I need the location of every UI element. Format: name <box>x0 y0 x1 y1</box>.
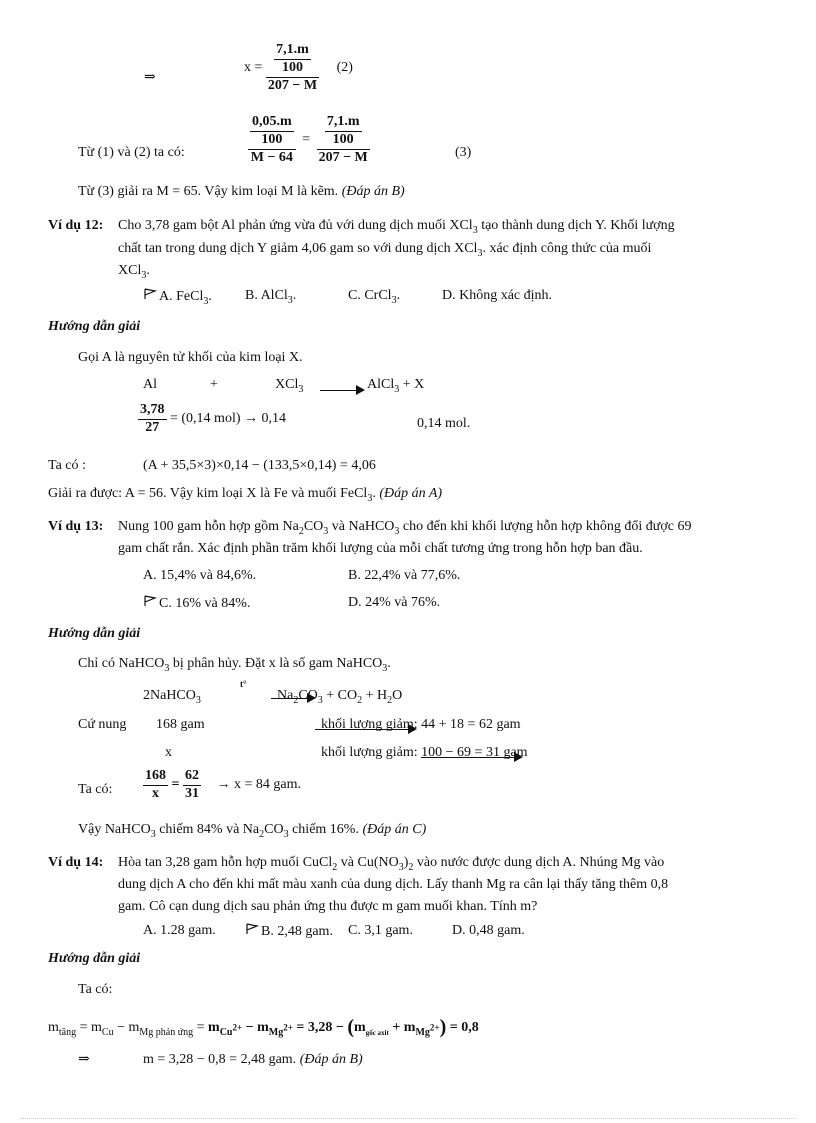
t: B. 2,48 gam. <box>261 924 333 939</box>
t: + X <box>399 377 425 392</box>
t: 2 <box>293 694 299 706</box>
t: cho đến khi khối lượng hỗn hợp không đổi được 69 <box>399 519 692 534</box>
example-13-label: Ví dụ 13: <box>48 519 104 534</box>
t: x <box>152 785 159 801</box>
ex13-conclusion <box>78 822 426 841</box>
x-result: khối lượng giảm: 100 − 69 = 31 gam <box>321 745 528 760</box>
cn-result: khối lượng giảm: 44 + 18 = 62 gam <box>321 717 521 732</box>
t: + m <box>388 1020 416 1035</box>
t: 2 <box>357 694 363 706</box>
answer-label: (Đáp án B) <box>299 1052 363 1067</box>
t: tạo thành dung dịch Y. Khối lượng <box>477 218 675 233</box>
t: C. CrCl <box>348 288 392 303</box>
t: 3 <box>394 383 400 395</box>
t: chiếm 84% và Na <box>155 822 260 837</box>
t: 3 <box>391 294 397 306</box>
ex12-taco: Ta có : <box>48 458 86 473</box>
flag-icon <box>143 595 159 607</box>
t: B. AlCl <box>245 288 288 303</box>
x-fraction <box>266 42 319 94</box>
ex12-result <box>48 486 442 505</box>
f1-num-den: 100 <box>261 131 283 147</box>
answer-label: (Đáp án C) <box>362 822 427 837</box>
t: 3 <box>283 828 289 840</box>
ratio-result: → x = 84 gam. <box>216 776 301 792</box>
top-conclusion <box>78 184 405 201</box>
t: 3 <box>141 269 147 281</box>
t: 3 <box>382 662 388 674</box>
t: bị phân hủy. Đặt x là số gam NaHCO <box>169 656 383 671</box>
ex12-option-b[interactable] <box>245 288 296 307</box>
t: CO <box>264 822 284 837</box>
ex13-line2: gam chất rắn. Xác định phần trăm khối lượng của mỗi chất tương ứng trong hỗn hợp ban đầu. <box>118 541 643 556</box>
ratio-left <box>143 768 168 803</box>
f2-num-den: 100 <box>332 131 354 147</box>
t: XCl <box>275 377 299 392</box>
ex13-taco: Ta có: <box>78 782 113 797</box>
t: m <box>354 1020 366 1035</box>
answer-label: (Đáp án B) <box>341 184 405 199</box>
t: = 3,28 − <box>292 1020 348 1035</box>
t: . <box>396 288 401 303</box>
t: gốc axit <box>365 1028 389 1037</box>
t: 2 <box>298 525 304 537</box>
t: . <box>372 486 380 501</box>
t: 31 <box>184 785 199 801</box>
t: A. FeCl <box>159 289 204 304</box>
ex12-line2 <box>118 241 651 260</box>
t: . <box>146 263 150 278</box>
implies-symbol: ⇒ <box>144 70 156 85</box>
reaction-al: Al <box>143 377 157 392</box>
x-value: x <box>165 745 172 760</box>
t: 3 <box>472 224 478 236</box>
f1-num-num: 0,05.m <box>250 114 294 132</box>
t: chiếm 16%. <box>288 822 363 837</box>
t: CO <box>298 688 318 703</box>
t: 3 <box>317 694 323 706</box>
t: Mg phản ứng <box>139 1026 194 1038</box>
t: O <box>392 688 403 703</box>
t: 2 <box>259 828 265 840</box>
t: Nung 100 gam hỗn hợp gồm Na <box>118 519 299 534</box>
t: ) <box>403 855 409 870</box>
ex14-final <box>143 1052 363 1069</box>
t: = 0,8 <box>446 1020 479 1035</box>
t: − m <box>113 1020 140 1035</box>
t: . <box>208 289 212 304</box>
t: 2+ <box>232 1022 243 1033</box>
f2-den: 207 − M <box>318 149 368 165</box>
ex12-option-d[interactable]: D. Không xác định. <box>442 288 553 303</box>
ex14-option-c[interactable]: C. 3,1 gam. <box>348 923 413 938</box>
t: CO <box>303 519 324 534</box>
ex14-mass-equation: $m_{tăng} = m_{Cu} - m_{Mg phản ứng} = m_{Cu^{2+}} - m_{Mg^{2+}} = 3,28 - (m_{gốc axit} + m_{Mg^{2+}}) = 0,8$ <box>48 1016 479 1038</box>
final-implies: ⇒ <box>78 1052 90 1067</box>
t: 3 <box>164 662 170 674</box>
ex14-line3: gam. Cô cạn dung dịch sau phản ứng thu được m gam muối khan. Tính m? <box>118 899 538 914</box>
ex13-option-b[interactable]: B. 22,4% và 77,6%. <box>348 568 461 583</box>
reaction-plus: + <box>210 377 218 392</box>
t: 2+ <box>283 1022 293 1033</box>
t: m = 3,28 − 0,8 = 2,48 gam. <box>143 1052 300 1067</box>
reaction-xcl3 <box>275 377 303 396</box>
t: Mg <box>268 1026 284 1038</box>
t: Mg <box>415 1026 430 1038</box>
t: 2+ <box>429 1022 440 1033</box>
t: Vậy NaHCO <box>78 822 151 837</box>
t: 3 <box>150 828 156 840</box>
mol-eq: = (0,14 mol) → 0,14 <box>170 410 286 426</box>
ex14-line1 <box>118 855 664 874</box>
flag-icon <box>143 288 159 300</box>
t: Cho 3,78 gam bột Al phản ứng vừa đủ với dung dịch muối XCl <box>118 218 473 233</box>
t: 3,78 <box>138 402 167 420</box>
ratio-right <box>183 768 201 803</box>
ex14-guide-heading: Hướng dẫn giải <box>48 951 141 966</box>
t: Hòa tan 3,28 gam hỗn hợp muối CuCl <box>118 855 333 870</box>
ex12-line3 <box>118 263 150 282</box>
cn-label: Cứ nung <box>78 717 127 732</box>
t: + CO <box>322 688 358 703</box>
t: 2 <box>332 861 338 873</box>
t: m <box>208 1020 220 1035</box>
answer-label: (Đáp án A) <box>379 486 443 501</box>
example-12-label: Ví dụ 12: <box>48 218 104 233</box>
t: và NaHCO <box>328 519 395 534</box>
from-1-2: Từ (1) và (2) ta có: <box>78 145 185 160</box>
page-divider <box>20 1118 796 1119</box>
t: = <box>193 1020 209 1035</box>
ex13-line1 <box>118 519 692 538</box>
reaction-condition: t° <box>240 679 247 689</box>
t: 3 <box>394 525 400 537</box>
t: 3 <box>398 861 404 873</box>
equals: = <box>171 776 180 792</box>
ex13-guide-heading: Hướng dẫn giải <box>48 626 141 641</box>
t: Na <box>277 688 294 703</box>
ex12-line1 <box>118 218 675 237</box>
mol-right: 0,14 mol. <box>417 416 471 431</box>
equals: = <box>302 131 311 147</box>
t: AlCl <box>367 377 395 392</box>
cn-value: 168 gam <box>156 717 205 732</box>
t: 3 <box>203 295 209 307</box>
t: = m <box>76 1020 102 1035</box>
t: 168 <box>143 768 168 786</box>
ratio-eq <box>143 768 301 803</box>
reaction-product <box>367 377 424 396</box>
t: 2 <box>408 861 414 873</box>
ex14-option-d[interactable]: D. 0,48 gam. <box>452 923 525 938</box>
t: . <box>387 656 391 671</box>
ex12-option-c[interactable] <box>348 288 400 307</box>
ex12-guide-line1: Gọi A là nguyên tử khối của kim loại X. <box>78 350 303 365</box>
x-num-den: 100 <box>282 59 303 75</box>
ex12-option-a[interactable] <box>143 288 212 308</box>
t: . xác định công thức của muối <box>482 241 652 256</box>
t: 3 <box>195 694 201 706</box>
ex13-guide-line1 <box>78 656 391 675</box>
ex13-option-c[interactable] <box>143 595 250 613</box>
ex12-equation: (A + 35,5×3)×0,14 − (133,5×0,14) = 4,06 <box>143 458 376 473</box>
t: 2 <box>387 694 393 706</box>
ex14-option-a[interactable]: A. 1.28 gam. <box>143 923 216 938</box>
t: Chỉ có NaHCO <box>78 656 165 671</box>
ex14-taco: Ta có: <box>78 982 113 997</box>
ex13-option-d[interactable]: D. 24% và 76%. <box>348 595 441 610</box>
f2-fraction <box>317 114 370 166</box>
t: 3 <box>323 525 329 537</box>
x-formula <box>244 42 353 94</box>
ex13-option-a[interactable]: A. 15,4% và 84,6%. <box>143 568 257 583</box>
t: 3 <box>298 383 304 395</box>
reaction-arrow <box>320 385 365 395</box>
x-num-num: 7,1.m <box>274 42 311 60</box>
t: XCl <box>118 263 142 278</box>
t: 62 <box>183 768 201 786</box>
t: và Cu(NO <box>337 855 399 870</box>
f1-den: M − 64 <box>250 149 293 165</box>
mol-calc <box>138 402 286 437</box>
x-den: 207 − M <box>267 77 318 93</box>
mol-fraction <box>138 402 167 437</box>
t: 3 <box>367 492 373 504</box>
f2-num-num: 7,1.m <box>325 114 362 132</box>
tag-2: (2) <box>336 59 353 75</box>
t: 3 <box>477 247 483 259</box>
ex14-option-b[interactable] <box>245 923 333 941</box>
t: − m <box>242 1020 269 1035</box>
t: tăng <box>58 1026 77 1038</box>
eq3-formula <box>248 114 370 166</box>
tag-3: (3) <box>455 145 472 160</box>
flag-icon <box>245 923 261 935</box>
ex12-guide-heading: Hướng dẫn giải <box>48 319 141 334</box>
t: vào nước được dung dịch A. Nhúng Mg vào <box>413 855 665 870</box>
ex14-line2: dung dịch A cho đến khi mất màu xanh của dung dịch. Lấy thanh Mg ra cân lại thấy tăng thêm 0,8 <box>118 877 669 892</box>
t: 2NaHCO <box>143 688 196 703</box>
t: chất tan trong dung dịch Y giảm 4,06 gam so với dung dịch XCl <box>118 241 478 256</box>
t: Giải ra được: A = 56. Vậy kim loại X là Fe và muối FeCl <box>48 486 368 501</box>
t: 3 <box>287 294 293 306</box>
t: Cu <box>219 1026 233 1038</box>
t: + H <box>362 688 388 703</box>
t: 27 <box>145 419 160 435</box>
example-14-label: Ví dụ 14: <box>48 855 104 870</box>
f1-fraction <box>248 114 296 166</box>
conclusion-text: Từ (3) giải ra M = 65. Vậy kim loại M là kẽm. <box>78 184 339 199</box>
t: m <box>48 1020 59 1035</box>
t: . <box>292 288 297 303</box>
ex13-reaction-left <box>143 688 201 707</box>
x-lhs: x = <box>244 59 263 75</box>
t: Cu <box>101 1026 114 1038</box>
ex13-reaction-products <box>277 688 402 707</box>
t: C. 16% và 84%. <box>159 596 251 611</box>
